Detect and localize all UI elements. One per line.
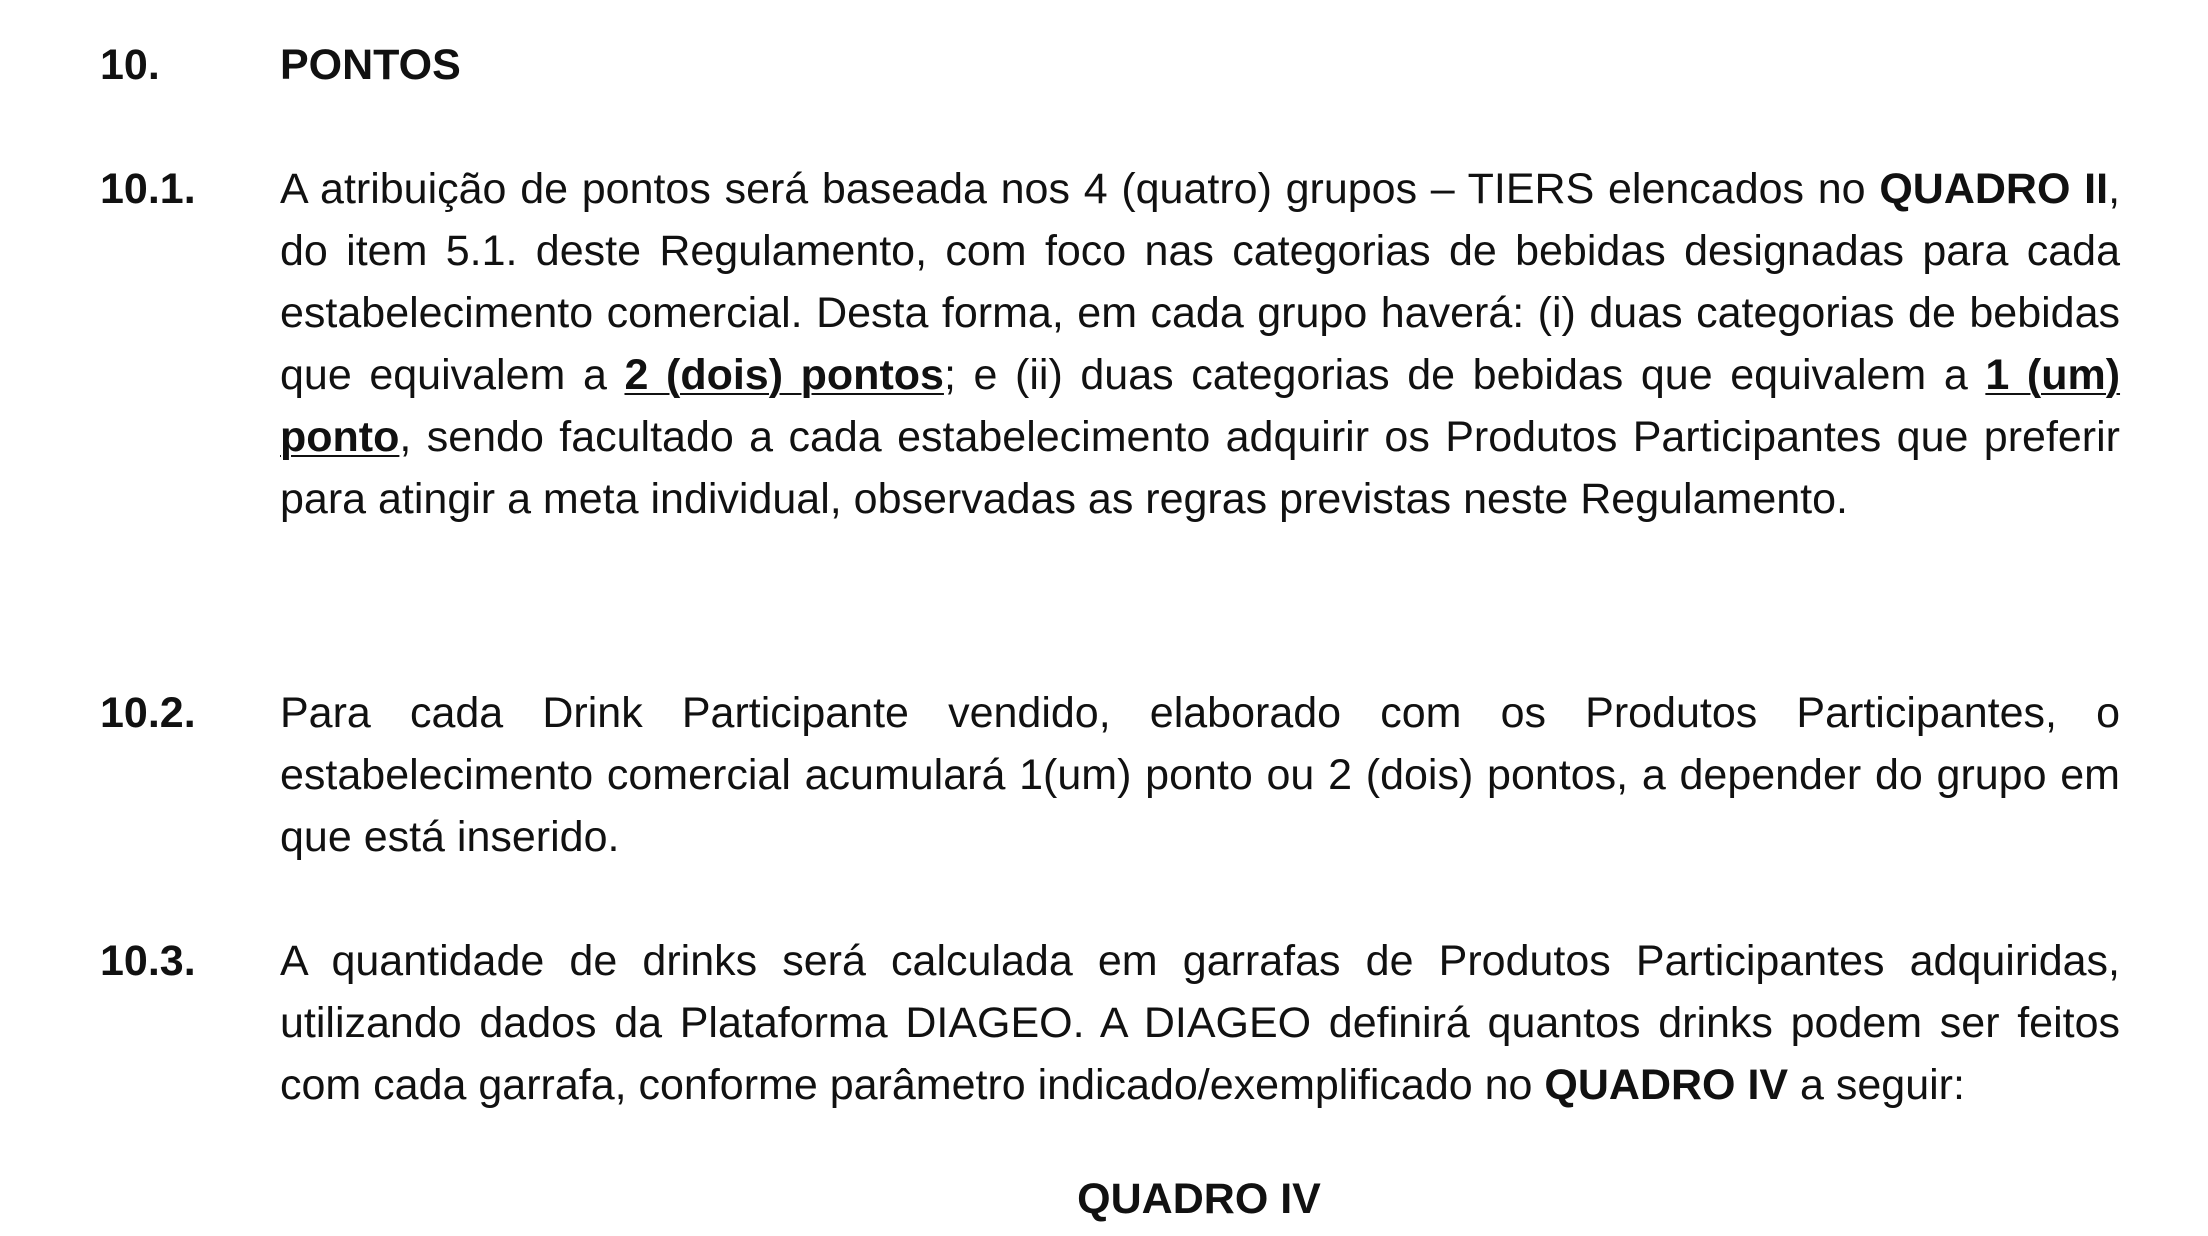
clause-text [280, 930, 2120, 1116]
text-segment: ; e (ii) duas categorias de bebidas que equivalem a [943, 351, 1986, 399]
clause-number: 10.2. [100, 689, 196, 737]
table-caption: QUADRO IV [1077, 1175, 1321, 1223]
section-number: 10. [100, 41, 160, 89]
text-segment: A quantidade de drinks será calculada em garrafas de Produtos Participantes adquiridas, utilizando dados da Plataforma DIAGEO. A DIAGEO definirá quantos drinks podem ser feitos com cada garrafa, conforme parâmetro indicado/exemplificado no [280, 937, 2120, 1109]
bold-reference: QUADRO IV [1544, 1061, 1789, 1109]
clause-10-3 [100, 930, 2120, 1116]
text-segment: , do item 5.1. deste Regulamento, com foco nas categorias de bebidas designadas para cada estabelecimento comercial. Desta forma, em cada grupo haverá: (i) duas categorias de bebidas que equivalem a [280, 165, 2121, 399]
clause-text [280, 158, 2120, 530]
clause-number: 10.3. [100, 937, 196, 985]
clause-10-2 [100, 682, 2120, 868]
emphasis-one-point: 1 (um) ponto [280, 351, 2121, 461]
text-segment: , sendo facultado a cada estabelecimento adquirir os Produtos Participantes que preferir para atingir a meta individual, observadas as regras previstas neste Regulamento. [280, 413, 2120, 523]
section-heading [100, 34, 2120, 96]
clause-number: 10.1. [100, 165, 196, 213]
clause-10-1 [100, 158, 2120, 530]
text-segment: a seguir: [1788, 1061, 1965, 1109]
bold-reference: QUADRO II [1879, 165, 2109, 213]
section-title: PONTOS [280, 41, 461, 89]
clause-text [280, 682, 2120, 868]
text-segment: A atribuição de pontos será baseada nos 4 (quatro) grupos – TIERS elencados no [280, 165, 1880, 213]
emphasis-two-points: 2 (dois) pontos [624, 351, 944, 399]
text-segment: Para cada Drink Participante vendido, elaborado com os Produtos Participantes, o estabelecimento comercial acumulará 1(um) ponto ou 2 (dois) pontos, a depender do grupo em que está inserido. [280, 689, 2120, 861]
